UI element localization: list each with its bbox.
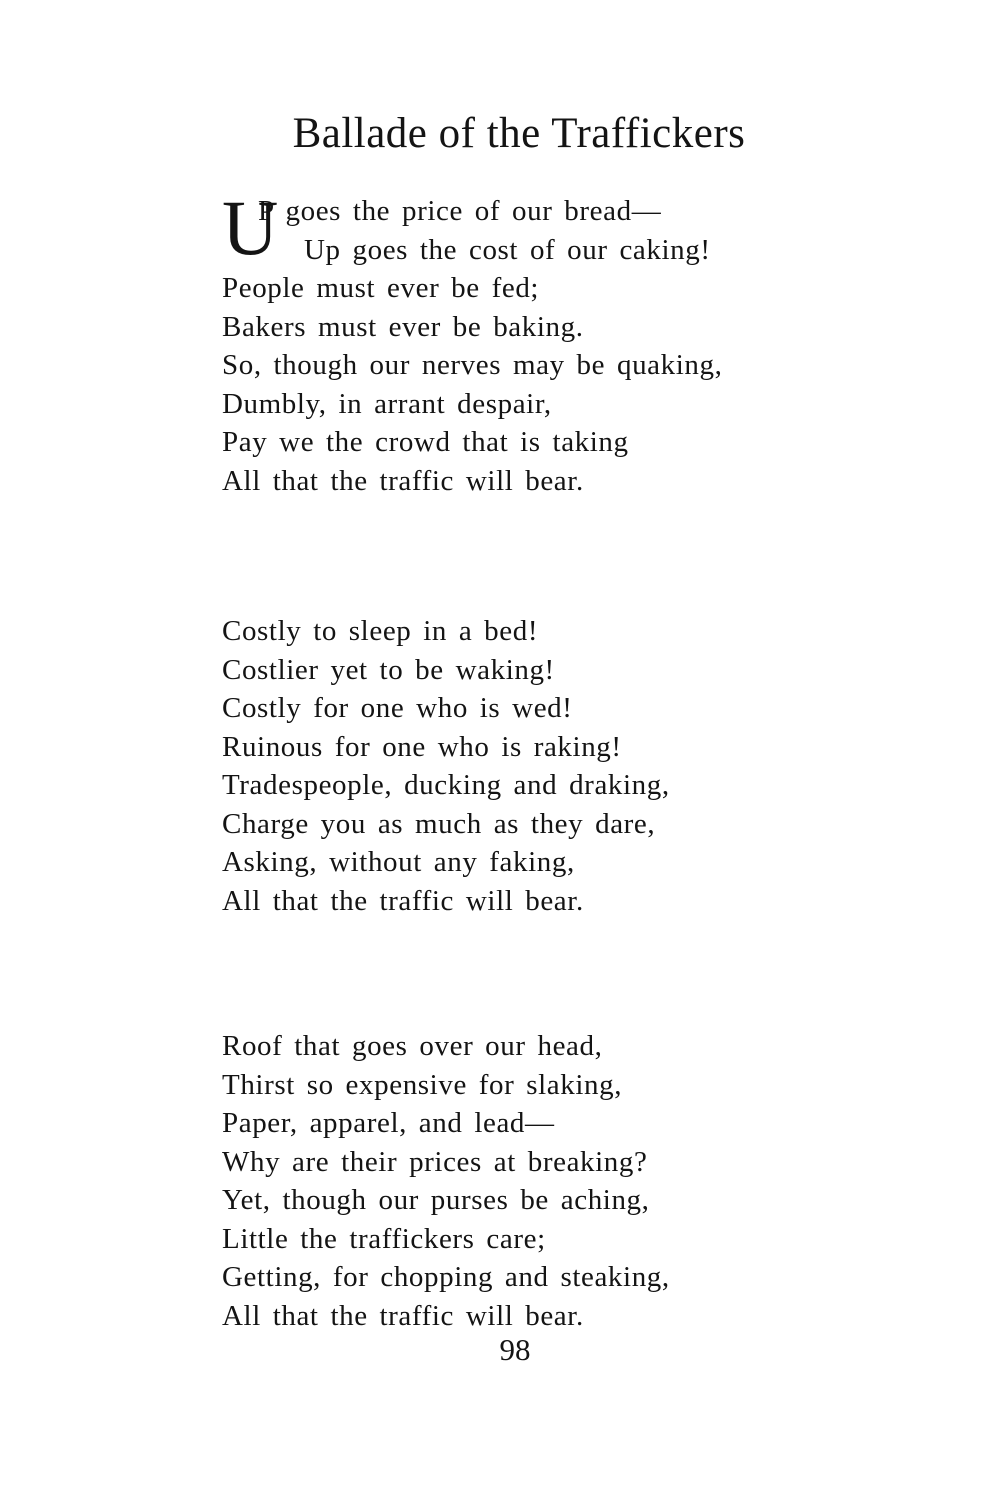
poem-title: Ballade of the Traffickers [292,110,746,157]
stanza-line: P goes the price of our bread— [258,195,662,227]
stanza-line: Costly to sleep in a bed! [222,615,539,647]
stanza-line: Costly for one who is wed! [222,692,573,724]
stanza-lines [222,269,922,500]
stanza-line: Yet, though our purses be aching, [222,1184,650,1216]
page-number: 98 [499,1332,531,1367]
stanza-line: Costlier yet to be waking! [222,653,555,686]
stanza-line: All that the traffic will bear. [222,884,584,917]
stanza-line: Thirst so expensive for slaking, [222,1068,623,1101]
stanza-line: Paper, apparel, and lead— [222,1107,555,1139]
stanza-2 [222,612,922,920]
drop-cap-opening [222,184,922,271]
stanza-3 [222,1027,922,1335]
stanza-line: People must ever be fed; [222,272,540,304]
stanza-line: Asking, without any faking, [222,846,575,878]
stanza-line: So, though our nerves may be quaking, [222,349,723,381]
stanza-line: Dumbly, in arrant despair, [222,387,552,420]
stanza-1 [222,184,922,500]
stanza-line: Little the traffickers care; [222,1222,546,1255]
drop-cap-letter: U [222,184,279,271]
stanza-line: Why are their prices at breaking? [222,1145,648,1178]
stanza-line: Tradespeople, ducking and draking, [222,769,670,801]
stanza-line: Charge you as much as they dare, [222,807,656,840]
stanza-line: All that the traffic will bear. [222,464,584,497]
stanza-line: Roof that goes over our head, [222,1030,603,1062]
stanza-line: Getting, for chopping and steaking, [222,1261,670,1293]
stanza-line: Pay we the crowd that is taking [222,426,629,458]
stanza-line: All that the traffic will bear. [222,1299,584,1332]
stanza-line: Up goes the cost of our caking! [304,233,711,266]
stanza-line: Ruinous for one who is raking! [222,730,622,763]
stanza-line: Bakers must ever be baking. [222,310,584,343]
